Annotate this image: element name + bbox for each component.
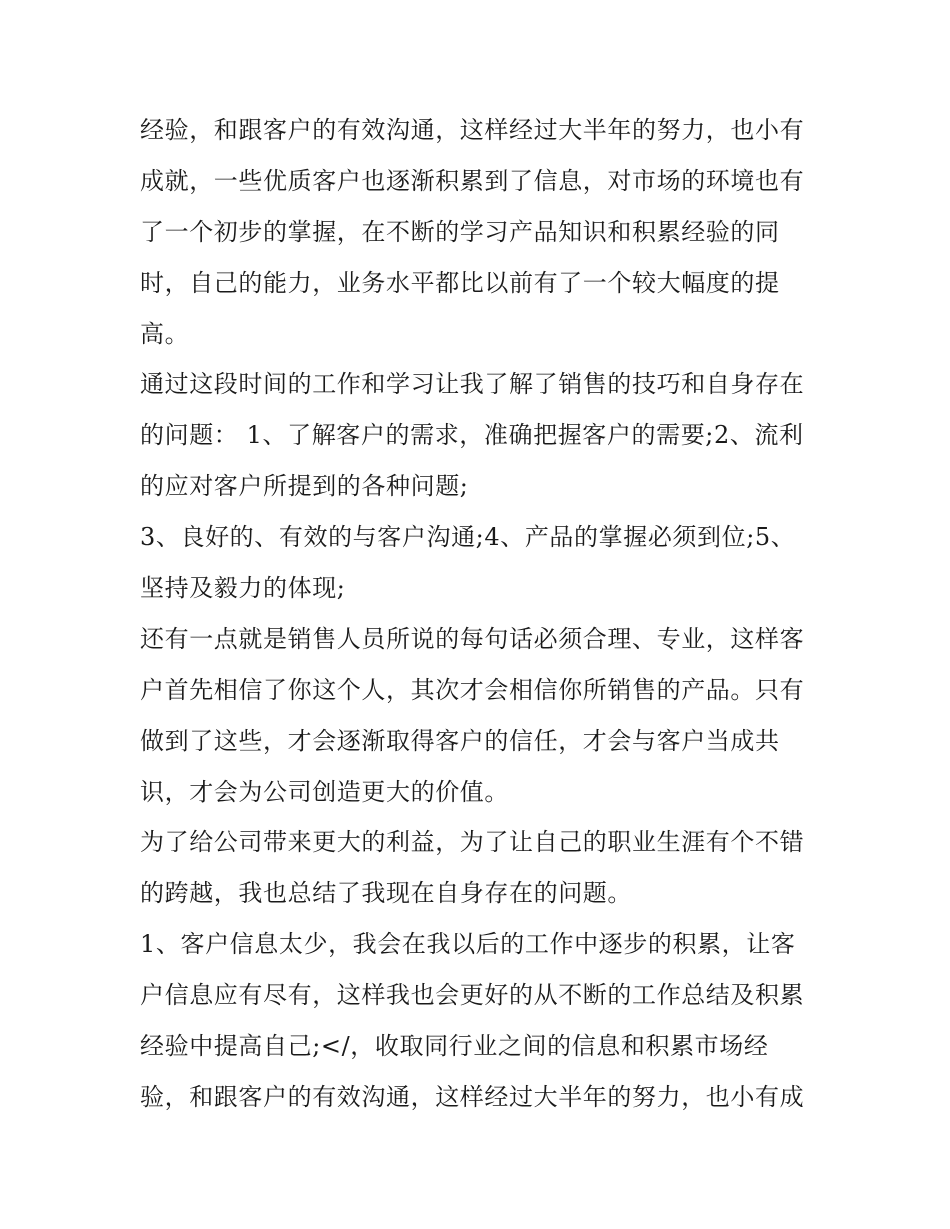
text-line: 的问题： 1、了解客户的需求，准确把握客户的需要;2、流利 (140, 421, 804, 450)
text-line: 3、良好的、有效的与客户沟通;4、产品的掌握必须到位;5、 (140, 523, 796, 552)
text-line: 的跨越，我也总结了我现在自身存在的问题。 (140, 879, 632, 908)
text-line: 为了给公司带来更大的利益，为了让自己的职业生涯有个不错 (140, 828, 805, 857)
text-line: 经验中提高自己;</，收取同行业之间的信息和积累市场经 (140, 1032, 769, 1061)
text-line: 了一个初步的掌握，在不断的学习产品知识和积累经验的同 (140, 217, 780, 246)
text-line: 1、客户信息太少，我会在我以后的工作中逐步的积累，让客 (140, 930, 796, 959)
text-line: 经验，和跟客户的有效沟通，这样经过大半年的努力，也小有 (140, 116, 805, 144)
text-line: 做到了这些，才会逐渐取得客户的信任，才会与客户当成共 (140, 726, 780, 755)
text-line: 户信息应有尽有，这样我也会更好的从不断的工作总结及积累 (140, 981, 805, 1010)
body-text (140, 105, 820, 1123)
text-line: 坚持及毅力的体现; (140, 574, 346, 603)
text-line: 通过这段时间的工作和学习让我了解了销售的技巧和自身存在 (140, 370, 805, 399)
text-line: 户首先相信了你这个人，其次才会相信你所销售的产品。只有 (140, 675, 805, 704)
text-line: 识，才会为公司创造更大的价值。 (140, 777, 509, 806)
text-line: 验，和跟客户的有效沟通，这样经过大半年的努力，也小有成 (140, 1082, 805, 1111)
text-line: 的应对客户所提到的各种问题; (140, 472, 469, 501)
text-line: 高。 (140, 319, 190, 348)
text-line: 成就，一些优质客户也逐渐积累到了信息，对市场的环境也有 (140, 166, 805, 195)
text-line: 时，自己的能力，业务水平都比以前有了一个较大幅度的提 (140, 268, 780, 297)
text-line: 还有一点就是销售人员所说的每句话必须合理、专业，这样客 (140, 624, 805, 653)
